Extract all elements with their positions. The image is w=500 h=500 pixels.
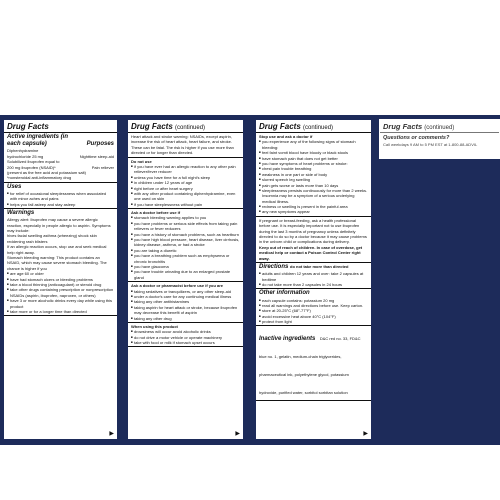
ingredient-footnote: *nonsteroidal anti-inflammatory drug (7, 175, 72, 181)
heart-warning-section (128, 133, 243, 158)
list-item: ■ under a doctor's care for any continuing medical illness (131, 294, 240, 299)
list-item: ■ are age 60 or older (7, 271, 114, 276)
ingredient-line: Diphenhydramine (7, 148, 39, 154)
list-item: ■ for relief of occasional sleeplessness when associated with minor aches and pains (7, 191, 114, 202)
allergy-instructions: If an allergic reaction occurs, stop use and seek medical help right away. (7, 244, 107, 255)
continued-label: (continued) (175, 125, 206, 131)
list-item: ■ if you have sleeplessness without pain (131, 202, 240, 207)
when-using-section (128, 323, 243, 348)
list-item: ■ you have a history of stomach problems, such as heartburn (131, 232, 240, 237)
list-item: ■ taking any other drug (131, 316, 240, 321)
directions-heading: Directions (259, 263, 289, 270)
list-item: ■ you experience any of the following signs of stomach bleeding: (259, 139, 368, 150)
questions-section (380, 133, 499, 149)
list-item: ■ do not drive a motor vehicle or operate machinery (131, 335, 240, 340)
list-item: ■ pain gets worse or lasts more than 10 days (259, 183, 368, 188)
directions-section (256, 263, 371, 289)
inactive-ingredients-section (256, 326, 371, 401)
panel-title (380, 120, 499, 133)
ingredient-line: (present as the free acid and potassium salt) (7, 169, 86, 175)
list-item: ■ do not take more than 2 capsules in 24 hours (259, 282, 368, 287)
ask-doctor-section (128, 209, 243, 282)
directions-heading-row (259, 264, 368, 271)
list-item: ■ have stomach pain that does not get better (259, 156, 368, 161)
ingredient-amount: hydrochloride 25 mg (7, 153, 44, 159)
warnings-heading: Warnings (7, 210, 35, 217)
do-not-use-section (128, 158, 243, 210)
list-item: ■ take with food or milk if stomach upset occurs (131, 340, 240, 345)
ask-pharmacist-heading: Ask a doctor or pharmacist before use if you are (131, 283, 224, 289)
warnings-section (4, 209, 117, 316)
ask-pharmacist-section (128, 282, 243, 323)
purposes-heading: Purposes (86, 141, 114, 148)
list-item: ■ adults and children 12 years and over: take 2 capsules at bedtime (259, 271, 368, 282)
background-top (0, 0, 500, 115)
other-information-section (256, 289, 371, 326)
list-item: ■ you have high blood pressure, heart disease, liver cirrhosis, kidney disease, asthma, or had a stroke (131, 237, 240, 248)
list-item: ■ you have symptoms of heart problems or stroke: (259, 161, 368, 166)
allergy-symptoms: hives facial swelling asthma (wheezing) shock skin reddening rash blisters (7, 233, 97, 244)
phone-line: Call weekdays 9 AM to 5 PM EST at 1-800-88-ADVIL (383, 141, 478, 147)
continue-arrow-icon: ▶ (235, 431, 240, 437)
list-item: ■ weakness in one part or side of body (259, 172, 368, 177)
list-item: ■ have had stomach ulcers or bleeding problems (7, 277, 114, 282)
do-not-use-heading: Do not use (131, 158, 152, 164)
list-item: ■ protect from light (259, 319, 368, 324)
panel-title-text: Drug Facts (131, 122, 173, 131)
list-item: ■ you have problems or serious side effects from taking pain relievers or fever reducers (131, 221, 240, 232)
active-ingredients-heading-row (7, 134, 114, 148)
list-item: ■ take a blood thinning (anticoagulant) or steroid drug (7, 282, 114, 287)
stop-use-heading: Stop use and ask a doctor if (259, 134, 313, 139)
list-item: ■ unless you have time for a full night's sleep (131, 175, 240, 180)
pregnancy-warning: If pregnant or breast-feeding, ask a health professional before use. It is especially important not to use ibuprofen during the last 3 months of pregnancy unless definitely directed to do so by a doctor because it may cause problems in the unborn child or complications during delivery. (259, 217, 367, 245)
list-item: ■ each capsule contains: potassium 20 mg (259, 298, 368, 303)
list-item: ■ slurred speech leg swelling (259, 177, 368, 182)
active-ingredients-section (4, 133, 117, 183)
active-ingredients-heading: Active ingredients (in each capsule) (7, 134, 69, 148)
heart-warning: Heart attack and stroke warning: NSAIDs, except aspirin, increase the risk of heart attack, heart failure, and stroke. These can be fatal. The risk is higher if you use more than directed or for longer than directed. (131, 134, 234, 156)
list-item: ■ taking sedatives or tranquilizers, or any other sleep-aid (131, 289, 240, 294)
continue-arrow-icon: ▶ (363, 431, 368, 437)
stop-use-section (256, 133, 371, 217)
ingredient-purpose: Nighttime sleep-aid (79, 153, 114, 159)
list-item: ■ with any other product containing diphenhydramine, even one used on skin (131, 191, 240, 202)
list-item: ■ taking aspirin for heart attack or stroke, because ibuprofen may decrease this benefit of aspirin (131, 305, 240, 316)
list-item: ■ redness or swelling is present in the painful area (259, 204, 368, 209)
list-item: ■ sleeplessness persists continuously for more than 2 weeks. Insomnia may be a symptom of a serious underlying medical illness. (259, 188, 368, 204)
panel-title-text: Drug Facts (383, 122, 423, 131)
panel-title (256, 120, 371, 133)
inactive-ingredients-heading: Inactive ingredients (259, 336, 316, 343)
ingredient-purpose: Pain reliever (91, 164, 114, 170)
list-item: ■ you have glaucoma (131, 264, 240, 269)
list-item: ■ helps you fall asleep and stay asleep (7, 202, 114, 207)
list-item: ■ stomach bleeding warning applies to you (131, 215, 240, 220)
drug-facts-panel-2 (127, 119, 244, 440)
when-using-heading: When using this product (131, 323, 178, 329)
panel-title-text: Drug Facts (259, 122, 301, 131)
drug-facts-panel-1 (3, 119, 118, 440)
uses-heading: Uses (7, 183, 22, 190)
list-item: ■ in children under 12 years of age (131, 180, 240, 185)
ingredient-amount: 200 mg ibuprofen (NSAID)* (7, 164, 56, 170)
list-item: ■ take more or for a longer time than directed (7, 309, 114, 314)
list-item: ■ have 3 or more alcoholic drinks every day while using this product (7, 298, 114, 309)
list-item: ■ take other drugs containing prescription or nonprescription NSAIDs (aspirin, ibuprofen, naproxen, or others) (7, 287, 114, 298)
list-item: ■ drowsiness will occur avoid alcoholic drinks (131, 329, 240, 334)
list-item: ■ you have a breathing problem such as emphysema or chronic bronchitis (131, 253, 240, 264)
continue-arrow-icon: ▶ (109, 431, 114, 437)
list-item: ■ you are taking a diuretic (131, 248, 240, 253)
panel-title (128, 120, 243, 133)
list-item: ■ avoid excessive heat above 40°C (104°F) (259, 314, 368, 319)
list-item: ■ you have trouble urinating due to an enlarged prostate gland (131, 269, 240, 280)
background-bottom (0, 445, 500, 500)
list-item: ■ store at 20-25°C (68°-77°F) (259, 308, 368, 313)
list-item: ■ if you have ever had an allergic reaction to any other pain reliever/fever reducer (131, 164, 240, 175)
questions-heading: Questions or comments? (383, 135, 450, 141)
list-item: ■ feel faint vomit blood have bloody or black stools (259, 150, 368, 155)
list-item: ■ taking any other antihistamines (131, 299, 240, 304)
drug-facts-panel-3 (255, 119, 372, 440)
uses-section (4, 183, 117, 209)
drug-facts-panel-4 (379, 119, 500, 159)
other-information-heading: Other information (259, 290, 310, 297)
panel-title: Drug Facts (4, 120, 117, 133)
ask-doctor-heading: Ask a doctor before use if (131, 210, 181, 216)
continued-label: (continued) (424, 125, 455, 131)
keep-out-of-reach: Keep out of reach of children. In case of overdose, get medical help or contact a Poison Control Center right away. (259, 244, 363, 261)
directions-note: do not take more than directed (290, 263, 349, 269)
stomach-warning: Stomach bleeding warning: This product contains an NSAID, which may cause severe stomach bleeding. The chance is higher if you (7, 255, 107, 271)
list-item: ■ any new symptoms appear (259, 209, 368, 214)
continued-label: (continued) (303, 125, 334, 131)
list-item: ■ chest pain trouble breathing (259, 166, 368, 171)
pregnancy-section (256, 217, 371, 263)
allergy-alert: Allergy alert: Ibuprofen may cause a severe allergic reaction, especially in people allergic to aspirin. Symptoms may include: (7, 217, 111, 234)
list-item: ■ right before or after heart surgery (131, 186, 240, 191)
inactive-ingredients-list: D&C red no. 33, FD&C blue no. 1, gelatin, medium-chain triglycerides, pharmaceutical ink, polyethylene glycol, potassium hydroxide, purified water, sorbitol sorbitan solution (259, 336, 361, 396)
ingredient-line: Solubilized ibuprofen equal to (7, 159, 60, 165)
list-item: ■ read all warnings and directions before use. Keep carton. (259, 303, 368, 308)
